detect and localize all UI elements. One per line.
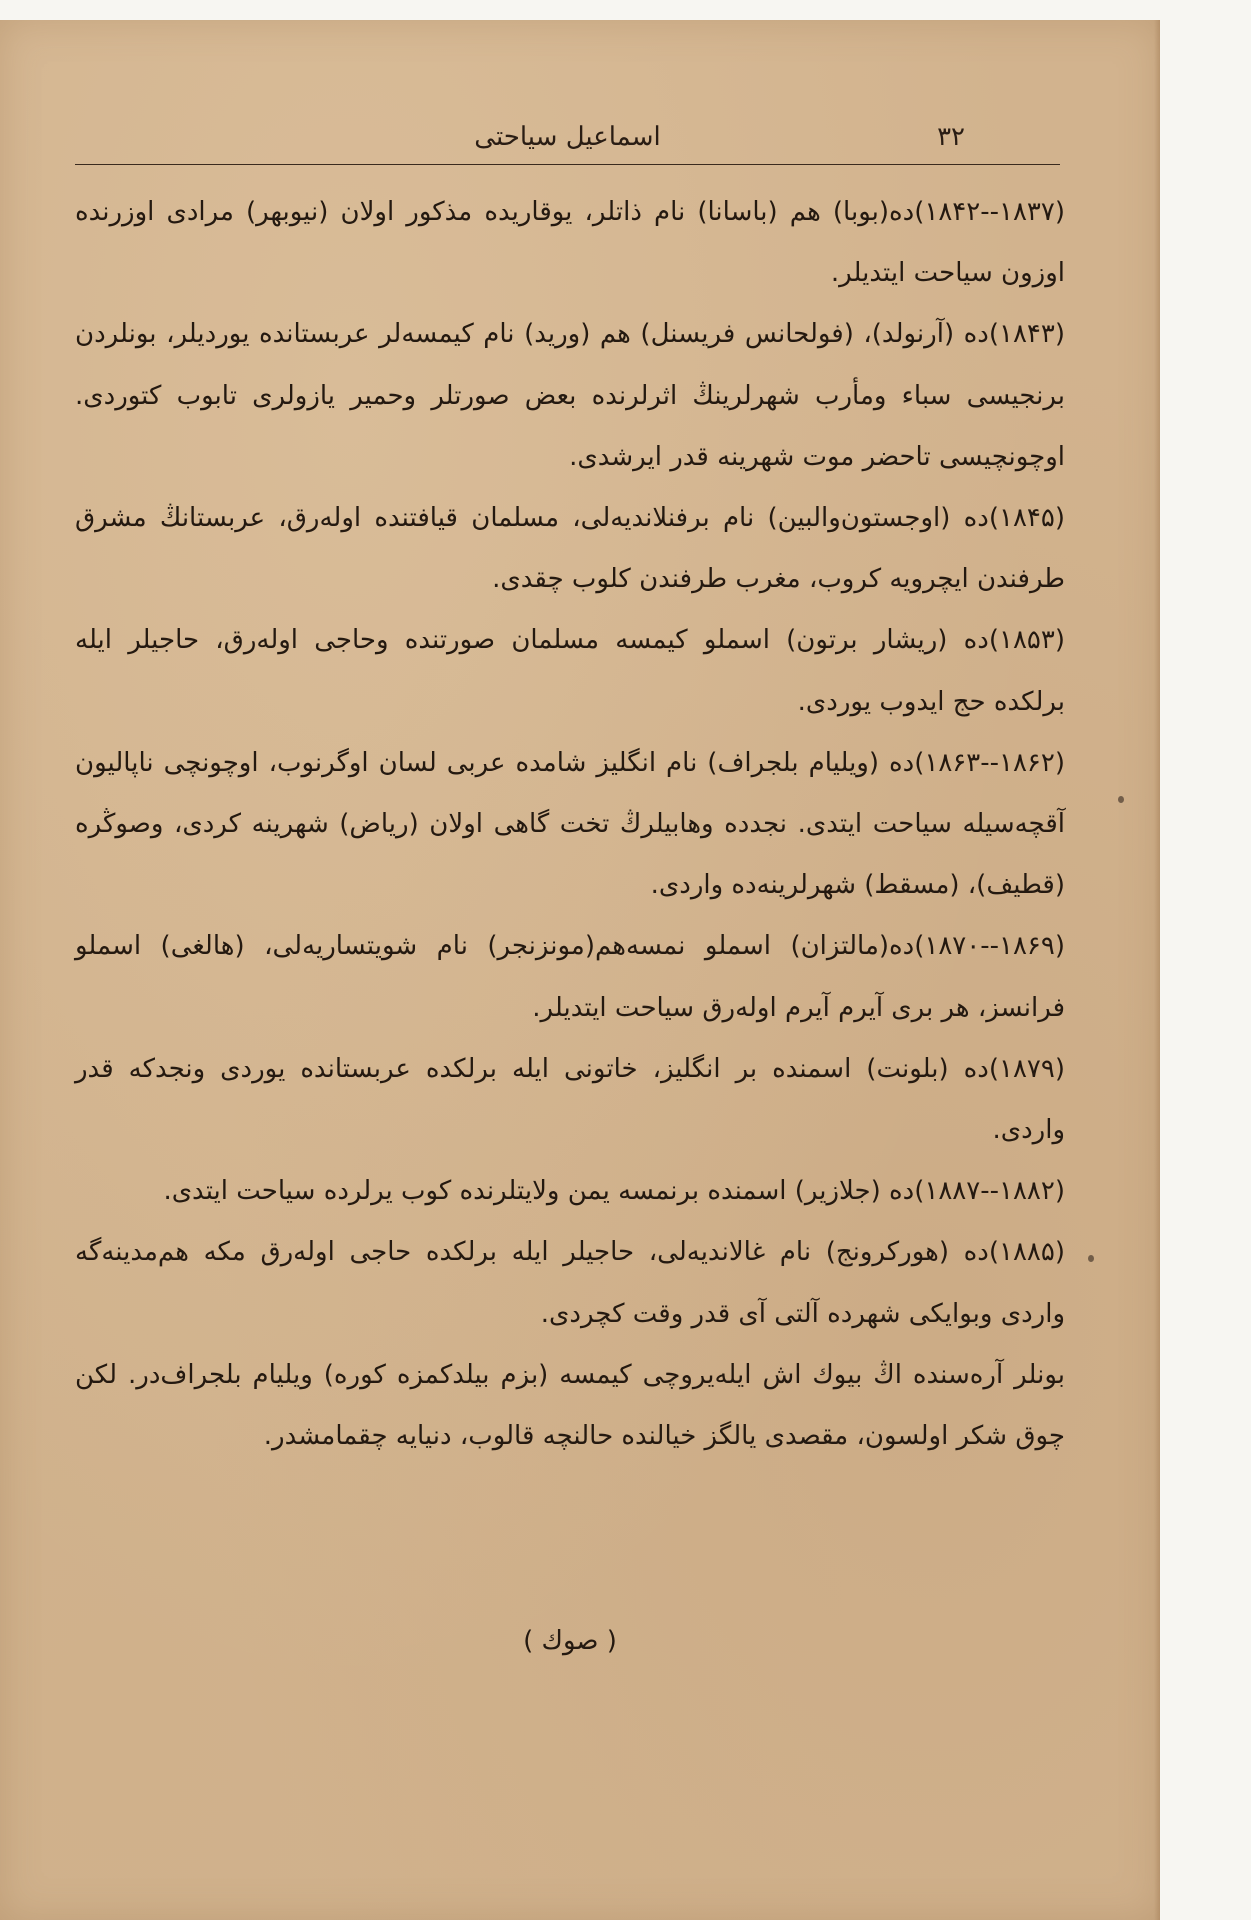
paragraph-1869: (۱۸۶۹--۱۸۷۰)ده(مالتزان) اسملو نمسه‌هم(مونزنجر) نام شویتساریه‌لی، (هالغی) اسملو فرانسز، هر بری آیرم آیرم اوله‌رق سیاحت ایتدیلر. xyxy=(75,931,1065,1023)
end-marker: ( صوك ) xyxy=(523,1626,617,1656)
body-text xyxy=(75,182,1065,1467)
page-number: ۳۲ xyxy=(937,122,965,152)
paragraph-1837: (۱۸۳۷--۱۸۴۲)ده(بوبا) هم (باسانا) نام ذاتلر، یوقاریده مذکور اولان (نیوبهر) مرادی اوزرنده اوزون سیاحت ایتدیلر. xyxy=(75,197,1065,289)
paragraph-1879: (۱۸۷۹)ده (بلونت) اسمنده بر انگلیز، خاتونی ایله برلکده عربستانده یوردی ونجدکه قدر واردی. xyxy=(75,1053,1065,1146)
paragraph-1843: (۱۸۴۳)ده (آرنولد)، (فولحانس فریسنل) هم (ورید) نام کیمسه‌لر عربستانده یوردیلر، بونلردن برنجیسی سباء ومأرب شهرلرینڭ اثرلرنده بعض صورتلر وحمیر یازولری تابوب کتوردی. اوچونچیسی تاحضر موت شهرینه قدر ایرشدی. xyxy=(75,319,1065,472)
paragraph-1882: (۱۸۸۲--۱۸۸۷)ده (جلازیر) اسمنده برنمسه یمن ولایتلرنده کوب یرلرده سیاحت ایتدی. xyxy=(163,1176,1065,1207)
paragraph-1862: (۱۸۶۲--۱۸۶۳)ده (ویلیام بلجراف) نام انگلیز شامده عربی لسان اوگرنوب، اوچونچی ناپالیون آقچه‌سیله سیاحت ایتدی. نجدده وهابیلرڭ تخت گاهی اولان (ریاض) شهرینه کردی، وصوڭره (قطیف)، (مسقط) شهرلرینه‌ده واردی. xyxy=(75,747,1065,901)
paragraph-closing-remarks: بونلر آره‌سنده اڭ بیوك اش ایله‌یروچی کیمسه (بزم بیلدکمزه کوره) ویلیام بلجراف‌در. لکن چوق شکر اولسون، مقصدی یالگز خیالنده حالنچه قالوب، دنیایه چقمامشدر. xyxy=(75,1359,1065,1452)
page-header xyxy=(75,110,1060,162)
paragraph-1885: (۱۸۸۵)ده (هورکرونج) نام غالاندیه‌لی، حاجیلر ایله برلکده حاجی اوله‌رق مکه هم‌مدینه‌گه واردی وبوایکی شهرده آلتی آی قدر وقت کچردی. xyxy=(75,1237,1065,1329)
ink-speck xyxy=(1088,1255,1094,1262)
running-head: اسماعیل سیاحتی xyxy=(474,122,661,152)
paragraph-1853: (۱۸۵۳)ده (ریشار برتون) اسملو کیمسه مسلمان صورتنده وحاجی اوله‌رق، حاجیلر ایله برلکده حج ایدوب یوردی. xyxy=(75,625,1065,717)
header-rule xyxy=(75,164,1060,165)
paragraph-1845: (۱۸۴۵)ده (اوجستون‌والبین) نام برفنلاندیه‌لی، مسلمان قیافتنده اوله‌رق، عربستانڭ مشرق طرفندن ایچرویه کروب، مغرب طرفندن کلوب چقدی. xyxy=(75,503,1065,595)
page-edge-shadow xyxy=(1154,20,1160,1920)
ink-speck xyxy=(1118,796,1124,803)
